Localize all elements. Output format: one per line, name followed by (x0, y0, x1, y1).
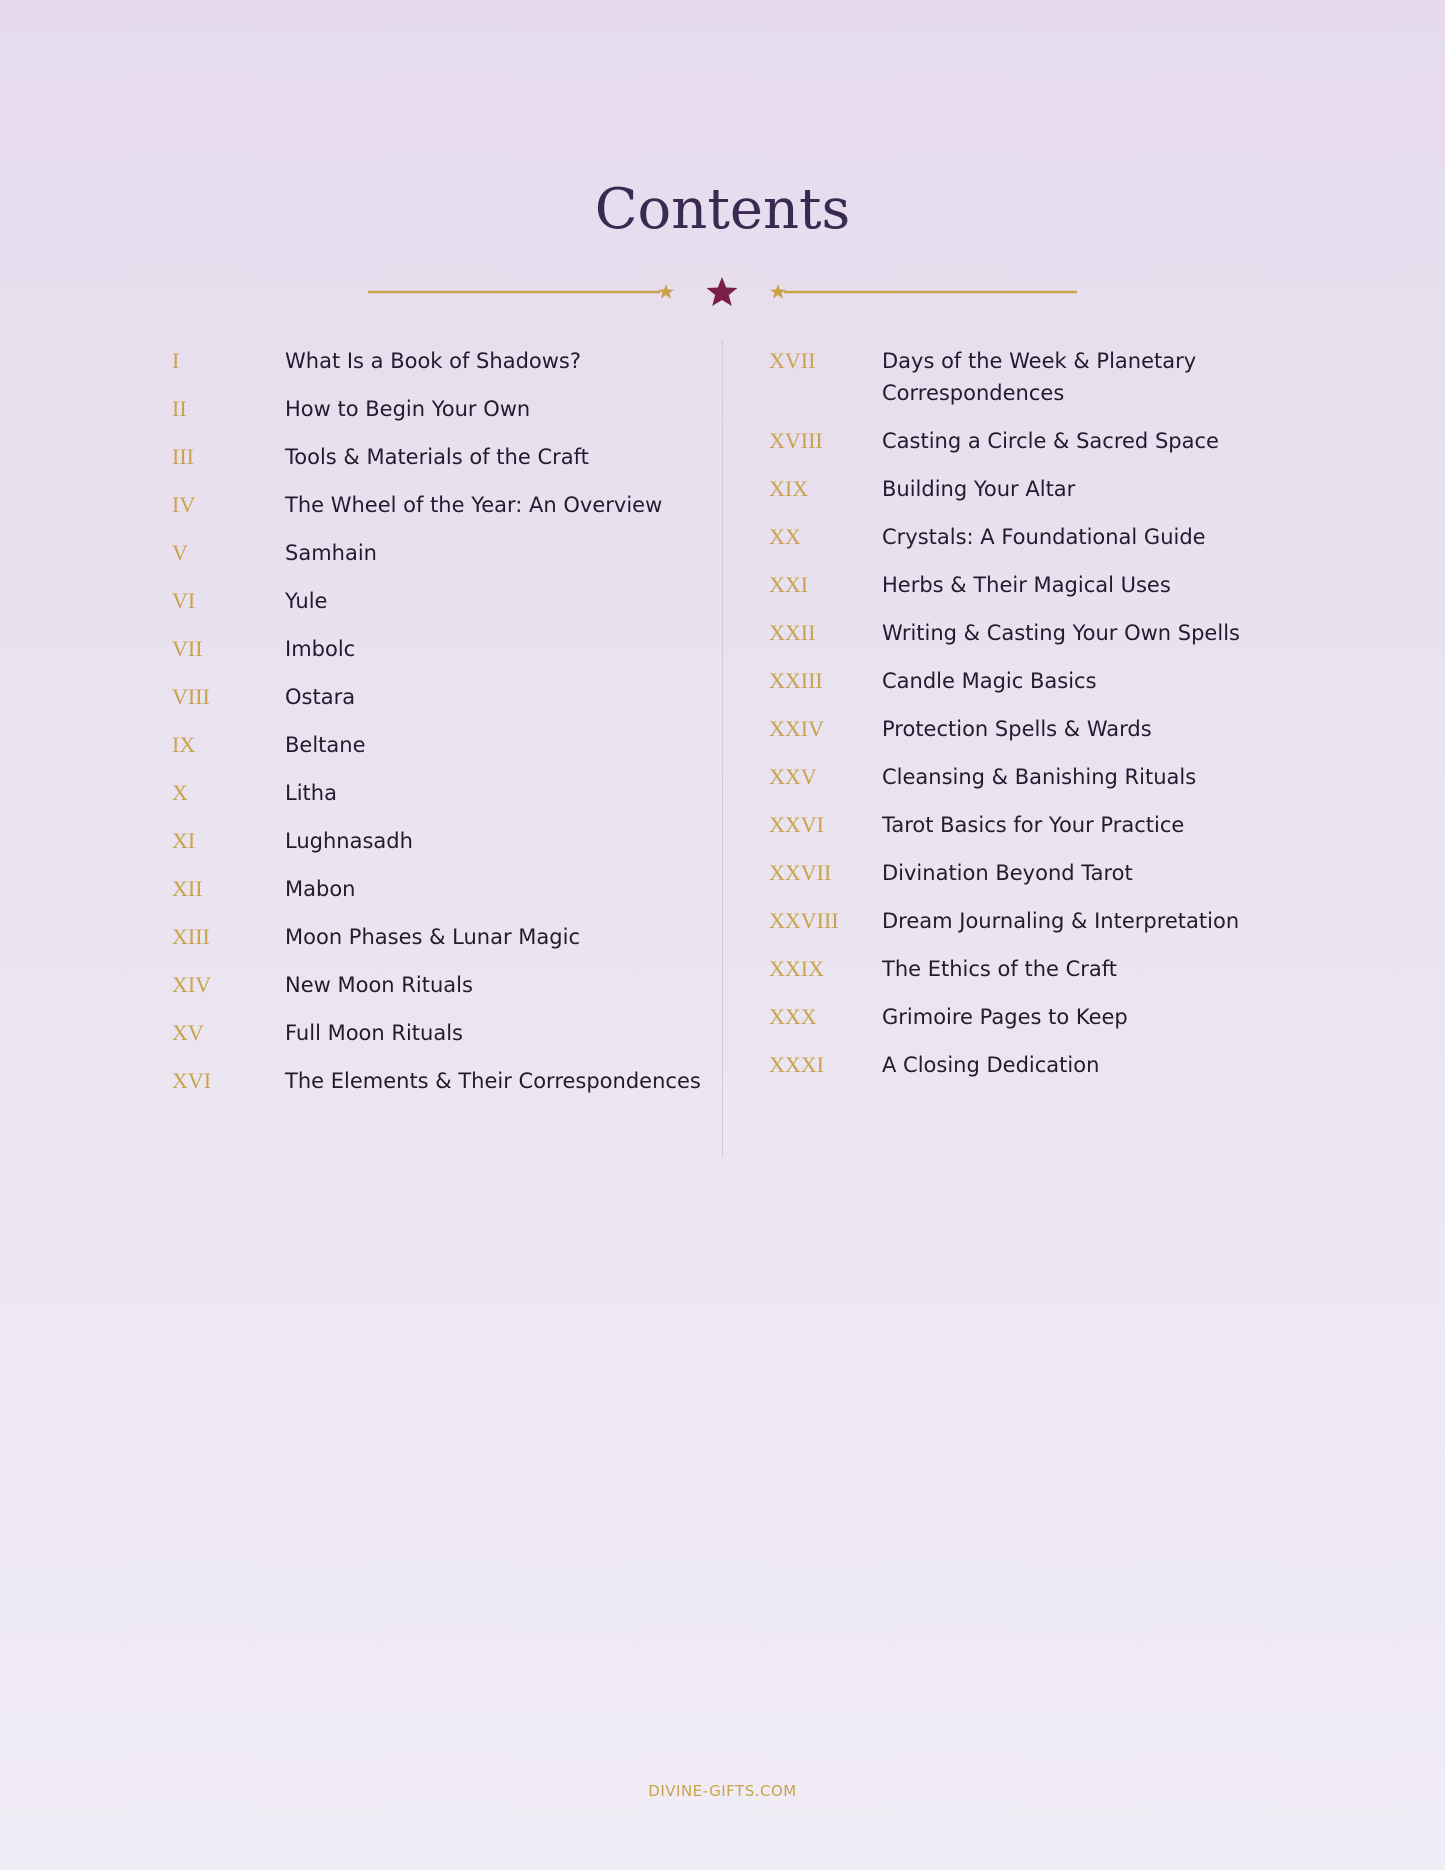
chapter-numeral: XXIV (769, 716, 824, 741)
chapter-title: Imbolc (285, 637, 356, 661)
chapter-numeral: VII (172, 636, 203, 661)
toc-entry[interactable] (172, 825, 702, 857)
chapter-numeral: V (172, 540, 188, 565)
chapter-title: Crystals: A Foundational Guide (882, 525, 1206, 549)
chapter-numeral: XXXI (769, 1052, 824, 1077)
chapter-title: Grimoire Pages to Keep (882, 1005, 1128, 1029)
chapter-numeral: X (172, 780, 188, 805)
chapter-numeral: XII (172, 876, 203, 901)
chapter-numeral: XX (769, 524, 801, 549)
toc-entry[interactable] (769, 521, 1309, 553)
page-title: Contents (594, 177, 851, 242)
toc-entry[interactable] (769, 905, 1309, 937)
toc-entry[interactable] (769, 617, 1309, 649)
title-ornament (0, 272, 1445, 312)
toc-entry[interactable] (172, 1017, 702, 1049)
column-divider (722, 340, 723, 1158)
chapter-title: Divination Beyond Tarot (882, 861, 1133, 885)
chapter-title: The Elements & Their Correspondences (285, 1069, 701, 1093)
small-star-icon (770, 284, 786, 299)
toc-entry[interactable] (172, 345, 702, 377)
chapter-numeral: XXIII (769, 668, 823, 693)
chapter-numeral: XXVIII (769, 908, 839, 933)
small-star-icon (658, 284, 674, 299)
toc-column-right (769, 345, 1309, 1097)
star-icon (707, 277, 738, 306)
toc-entry[interactable] (172, 729, 702, 761)
chapter-numeral: XIII (172, 924, 210, 949)
toc-entry[interactable] (769, 345, 1309, 409)
chapter-title: Beltane (285, 733, 366, 757)
toc-entry[interactable] (769, 1049, 1309, 1081)
chapter-title: Protection Spells & Wards (882, 717, 1152, 741)
chapter-numeral: VIII (172, 684, 210, 709)
toc-entry[interactable] (172, 585, 702, 617)
chapter-title: Building Your Altar (882, 477, 1076, 501)
chapter-title: What Is a Book of Shadows? (285, 349, 582, 373)
chapter-title: Ostara (285, 685, 356, 709)
toc-entry[interactable] (172, 873, 702, 905)
chapter-title: Mabon (285, 877, 356, 901)
toc-entry[interactable] (769, 713, 1309, 745)
chapter-numeral: XXVI (769, 812, 824, 837)
chapter-numeral: XXII (769, 620, 816, 645)
toc-entry[interactable] (172, 393, 702, 425)
chapter-numeral: XVIII (769, 428, 823, 453)
chapter-title: Litha (285, 781, 337, 805)
chapter-title: A Closing Dedication (882, 1053, 1100, 1077)
toc-entry[interactable] (172, 777, 702, 809)
toc-entry[interactable] (769, 857, 1309, 889)
toc-entry[interactable] (769, 665, 1309, 697)
chapter-title: Full Moon Rituals (285, 1021, 463, 1045)
chapter-title: Dream Journaling & Interpretation (882, 909, 1240, 933)
chapter-title: Tools & Materials of the Craft (285, 445, 589, 469)
chapter-title: Samhain (285, 541, 377, 565)
chapter-title: New Moon Rituals (285, 973, 473, 997)
chapter-numeral: IX (172, 732, 196, 757)
chapter-title: Herbs & Their Magical Uses (882, 573, 1171, 597)
toc-entry[interactable] (769, 953, 1309, 985)
chapter-numeral: I (172, 348, 180, 373)
chapter-title: Lughnasadh (285, 829, 413, 853)
chapter-numeral: XV (172, 1020, 204, 1045)
toc-entry[interactable] (172, 489, 702, 521)
toc-entry[interactable] (172, 633, 702, 665)
toc-entry[interactable] (769, 569, 1309, 601)
chapter-numeral: III (172, 444, 194, 469)
chapter-title: The Ethics of the Craft (882, 957, 1118, 981)
chapter-title: The Wheel of the Year: An Overview (285, 493, 663, 517)
chapter-numeral: XIV (172, 972, 212, 997)
chapter-numeral: XVII (769, 348, 816, 373)
toc-entry[interactable] (172, 681, 702, 713)
chapter-numeral: XI (172, 828, 196, 853)
chapter-numeral: IV (172, 492, 196, 517)
toc-entry[interactable] (172, 1065, 702, 1097)
toc-entry[interactable] (769, 1001, 1309, 1033)
footer-website: DIVINE-GIFTS.COM (648, 1782, 797, 1800)
chapter-title: How to Begin Your Own (285, 397, 531, 421)
chapter-numeral: XXIX (769, 956, 824, 981)
chapter-title: Tarot Basics for Your Practice (882, 813, 1185, 837)
chapter-numeral: VI (172, 588, 196, 613)
chapter-numeral: XXX (769, 1004, 817, 1029)
toc-entry[interactable] (172, 921, 702, 953)
chapter-numeral: XXVII (769, 860, 832, 885)
toc-entry[interactable] (172, 441, 702, 473)
chapter-title: Writing & Casting Your Own Spells (882, 621, 1240, 645)
chapter-numeral: XXI (769, 572, 809, 597)
chapter-numeral: II (172, 396, 187, 421)
chapter-title: Candle Magic Basics (882, 669, 1097, 693)
chapter-numeral: XXV (769, 764, 817, 789)
toc-entry[interactable] (769, 761, 1309, 793)
toc-entry[interactable] (172, 537, 702, 569)
chapter-title: Moon Phases & Lunar Magic (285, 925, 580, 949)
chapter-numeral: XVI (172, 1068, 212, 1093)
toc-entry[interactable] (769, 473, 1309, 505)
toc-column-left (172, 345, 702, 1113)
toc-entry[interactable] (769, 809, 1309, 841)
toc-entry[interactable] (769, 425, 1309, 457)
chapter-numeral: XIX (769, 476, 809, 501)
chapter-title: Casting a Circle & Sacred Space (882, 429, 1219, 453)
chapter-title: Yule (285, 589, 328, 613)
chapter-title: Cleansing & Banishing Rituals (882, 765, 1197, 789)
toc-entry[interactable] (172, 969, 702, 1001)
chapter-title: Days of the Week & Planetary Correspondences (882, 349, 1197, 405)
